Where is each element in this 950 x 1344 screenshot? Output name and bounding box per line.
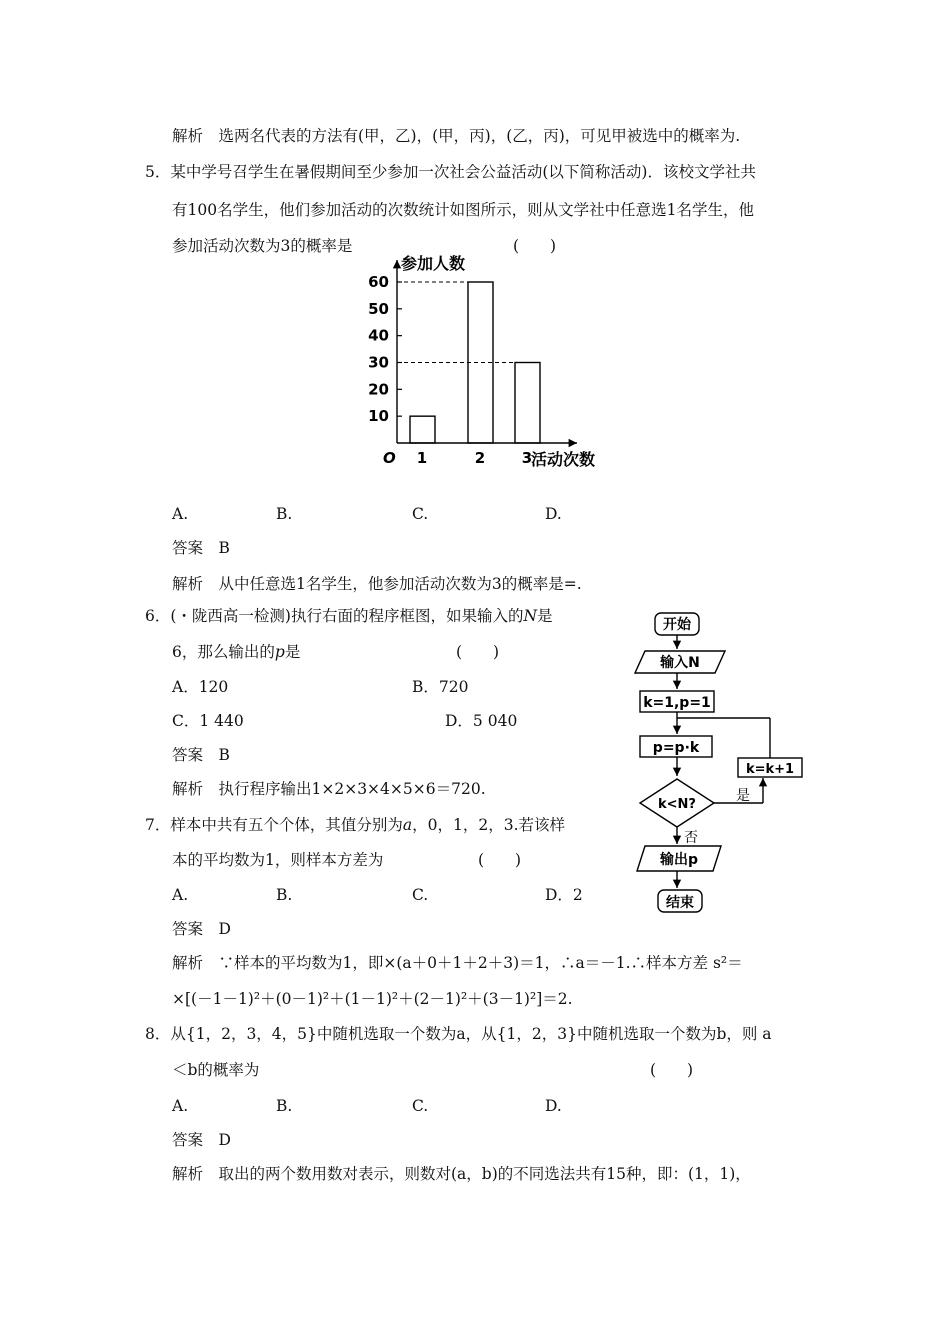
- y-tick-label: 40: [368, 326, 389, 345]
- q5-answer-paren: ( ): [513, 237, 557, 255]
- q6-option-a: A．120: [172, 678, 229, 696]
- q7-explanation-line1: 解析 ∵样本的平均数为1，即×(a＋0＋1＋2＋3)＝1，∴a＝－1.∴样本方差 s²＝: [172, 954, 743, 972]
- x-tick-label: 3: [521, 449, 533, 467]
- q8-answer: 答案 D: [172, 1131, 231, 1149]
- q7-stem-line2: 本的平均数为1，则样本方差为: [172, 851, 384, 869]
- y-tick-label: 20: [368, 380, 389, 399]
- x-axis-label: 活动次数: [531, 450, 596, 469]
- q8-stem-line2: ＜b的概率为: [172, 1061, 260, 1079]
- q7-option-a: A.: [172, 886, 189, 904]
- q6-stem-line2: 6，那么输出的p是: [172, 643, 301, 661]
- q7-option-b: B.: [276, 886, 293, 904]
- program-flowchart: [630, 608, 810, 926]
- y-tick-label: 60: [368, 273, 389, 291]
- y-tick-label: 10: [368, 407, 389, 426]
- q8-answer-paren: ( ): [650, 1061, 694, 1079]
- flow-increment-text: k=k+1: [745, 762, 795, 777]
- q7-option-c: C.: [412, 886, 429, 904]
- q8-option-d: D.: [545, 1097, 562, 1115]
- q7-option-d: D．2: [545, 886, 583, 904]
- flow-no-label: 否: [684, 830, 698, 846]
- q6-answer: 答案 B: [172, 746, 230, 764]
- flow-decision-text: k<N?: [658, 797, 696, 812]
- q6-stem-line1: 6．(・陇西高一检测)执行右面的程序框图，如果输入的N是: [145, 607, 553, 625]
- q5-explanation: 解析 从中任意选1名学生，他参加活动次数为3的概率是=.: [172, 575, 582, 593]
- y-axis-label: 参加人数: [401, 255, 466, 273]
- bar-chart: [355, 255, 615, 475]
- q7-answer: 答案 D: [172, 920, 231, 938]
- q6-answer-paren: ( ): [456, 643, 500, 661]
- flow-init-text: k=1,p=1: [643, 695, 711, 711]
- x-tick-label: 1: [416, 449, 428, 467]
- y-tick-label: 50: [368, 299, 389, 318]
- q6-explanation: 解析 执行程序输出1×2×3×4×5×6＝720.: [172, 780, 486, 798]
- q5-stem-line1: 5．某中学号召学生在暑假期间至少参加一次社会公益活动(以下简称活动)．该校文学社共: [145, 163, 756, 181]
- q8-option-b: B.: [276, 1097, 293, 1115]
- q6-option-d: D．5 040: [445, 712, 518, 730]
- q8-explanation: 解析 取出的两个数用数对表示，则数对(a，b)的不同选法共有15种，即：(1，1)，: [172, 1165, 751, 1183]
- q8-option-c: C.: [412, 1097, 429, 1115]
- q5-option-b: B.: [276, 505, 293, 523]
- bar-1: [410, 416, 435, 443]
- x-tick-label: 2: [474, 449, 486, 467]
- flow-yes-label: 是: [736, 788, 750, 804]
- q5-option-d: D.: [545, 505, 562, 523]
- q7-stem-line1: 7．样本中共有五个个体，其值分别为a，0，1，2，3.若该样: [145, 816, 565, 834]
- flow-input-text: 输入N: [660, 655, 700, 671]
- q8-stem-line1: 8．从{1，2，3，4，5}中随机选取一个数为a，从{1，2，3}中随机选取一个数为b，则 a: [145, 1025, 772, 1043]
- q7-answer-paren: ( ): [478, 851, 522, 869]
- q6-option-c: C．1 440: [172, 712, 244, 730]
- flow-end-text: 结束: [666, 895, 694, 911]
- q6-option-b: B．720: [412, 678, 469, 696]
- y-tick-label: 30: [368, 353, 389, 372]
- q5-answer: 答案 B: [172, 539, 230, 557]
- q5-option-c: C.: [412, 505, 429, 523]
- bar-3: [515, 363, 540, 444]
- q5-stem-line3: 参加活动次数为3的概率是: [172, 237, 353, 255]
- q8-option-a: A.: [172, 1097, 189, 1115]
- q4-explanation: 解析 选两名代表的方法有(甲，乙)，(甲，丙)，(乙，丙)，可见甲被选中的概率为.: [172, 127, 741, 145]
- q5-stem-line2: 有100名学生，他们参加活动的次数统计如图所示，则从文学社中任意选1名学生，他: [172, 201, 754, 219]
- flow-start-text: 开始: [663, 617, 691, 633]
- q7-explanation-line2: ×[(－1－1)²＋(0－1)²＋(1－1)²＋(2－1)²＋(3－1)²]＝2.: [172, 990, 573, 1008]
- q5-option-a: A.: [172, 505, 189, 523]
- origin-label: O: [383, 449, 396, 467]
- flow-process-text: p=p·k: [652, 740, 700, 756]
- flow-output-text: 输出p: [659, 852, 699, 868]
